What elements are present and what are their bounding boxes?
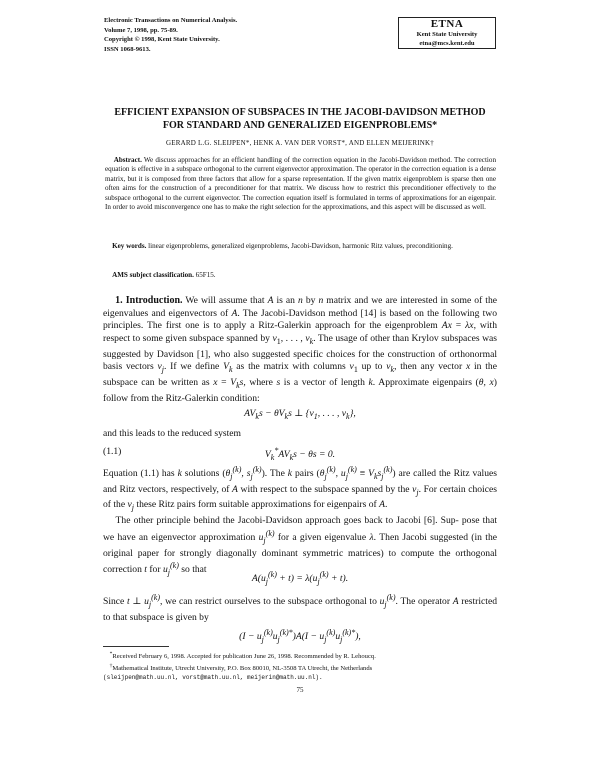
intro-start: We will assume that [185,295,265,306]
equation-1-1: $V_k^*AV_ks - \theta s = 0$. [264,446,336,463]
footnote-received: Received February 6, 1998. Accepted for publication June 26, 1998. Recommended by R. Lehoucq. [112,653,376,661]
journal-header [104,16,237,54]
keywords-label: Key words. [112,242,147,250]
intro-paragraph-1: 1. Introduction. We will assume that A is an n by n matrix and we are interested in some of the eigenvalues and eigenvectors of A. The Jacobi-Davidson method [14] is based on the following two principles. The first one is to apply a Ritz-Galerkin approach for the eigenproblem Ax = λx, with respect to some given subspace spanned by $v_1$, . . . , $v_k$. The usage of other than Krylov subspaces was suggested by Davidson [1], who also suggested specific choices for the construction of orthonormal basis vectors $v_j$. If we define $V_k$ as the matrix with columns $v_1$ up to $v_k$, then any vector x in the subspace can be written as $x = V_ks$, where s is a vector of length k. Approximate eigenpairs (θ, x) follow from the Ritz-Galerkin condition: [103,295,498,404]
abstract-label: Abstract. [113,156,142,164]
ams-text: 65F15. [195,271,216,279]
intro-paragraph-2: Equation (1.1) has k solutions ($\theta_j^{(k)}$, $s_j^{(k)}$). The k pairs ($\theta_j^{(k)}$, $u_j^{(k)} \equiv V_ks_j^{(k)}$) are called the Ritz values and Ritz vectors, respectively, of A with respect to the subspace spanned by the $v_j$. For certain choices of the $v_j$ these Ritz pairs form suitable approximations for eigenpairs of A. The other principle behind the Jacobi-Davidson approach goes back to Jacobi [6]. Sup- pose that we have an eigenvector approximation $u_j^{(k)}$ for a given eigenvalue λ. Then Jacobi suggested (in the original paper for strongly diagonally dominant symmetric matrices) to compute the orthogonal correction t for $u_j^{(k)}$ so that [103,465,498,578]
authors: GERARD L.G. SLEIJPEN*, HENK A. VAN DER VORST*, AND ELLEN MEIJERINK† [166,139,434,147]
footnote-affiliation: Mathematical Institute, Utrecht University, P.O. Box 80010, NL-3508 TA Utrecht, the Netherlands [112,664,373,672]
abstract [105,156,496,212]
abstract-text: We discuss approaches for an efficient handling of the correction equation in the Jacobi-Davidson method. The correction equation is effective in a subspace orthogonal to the current eigenvector approximation. The operator in the correction equation is a dense matrix, but it is composed from three factors that allow for a sparse representation. If the given matrix eigenproblem is sparse then one often aims for the construction of a preconditioner for that matrix. We discuss how to restrict this preconditioner effectively to the subspace orthogonal to the current eigenvector. The correction equation itself is formulated in terms of approximations for an eigenpair. In order to avoid misconvergence one has to make the right selection for the approximations, and this aspect will be discussed as well. [105,156,496,212]
journal-copyright: Copyright © 1998, Kent State University. [104,36,220,44]
title-line-2: FOR STANDARD AND GENERALIZED EIGENPROBLEMS* [162,119,438,131]
paper-title [100,107,500,132]
journal-issn: ISSN 1068-9613. [104,45,151,53]
etna-email: etna@mcs.kent.edu [419,40,475,47]
projected-operator-equation: $(I - u_j^{(k)}u_j^{(k)*})A(I - u_j^{(k)}u_j^{(k)*})$, [239,628,361,645]
page-number: 75 [296,686,304,694]
jacobi-equation: $A(u_j^{(k)} + t) = \lambda(u_j^{(k)} + t)$. [251,570,349,587]
title-line-1: EFFICIENT EXPANSION OF SUBSPACES IN THE JACOBI-DAVIDSON METHOD [114,107,486,118]
keywords [105,242,496,251]
etna-box [398,17,496,49]
intro-paragraph-3: Since t ⊥ $u_j^{(k)}$, we can restrict ourselves to the subspace orthogonal to $u_j^{(k)}$. The operator A restricted to that subspace is given by [103,593,497,623]
journal-name: Electronic Transactions on Numerical Analysis. [104,17,238,24]
ams-classification [105,271,496,280]
ritz-galerkin-equation: $AV_ks - \theta V_ks$ ⊥ {$v_1$, . . . , $v_k$}, [244,408,356,421]
footnote-emails: (sleijpen@math.uu.nl, vorst@math.uu.nl, meijerin@math.uu.nl). [103,673,323,681]
section-heading: 1. Introduction. [115,295,183,306]
etna-university: Kent State University [416,31,478,38]
ams-label: AMS subject classification. [112,271,194,279]
journal-volume: Volume 7, 1998, pp. 75-89. [104,26,178,34]
etna-acronym: ETNA [430,18,464,30]
reduced-system-text: and this leads to the reduced system [103,428,242,439]
footnotes: *Received February 6, 1998. Accepted for publication June 26, 1998. Recommended by R. Lehoucq. †Mathematical Institute, Utrecht University, P.O. Box 80010, NL-3508 TA Utrecht, the Netherlands (sleijpen@math.uu.nl, vorst@math.uu.nl, meijerin@math.uu.nl). [103,651,376,681]
footnote-rule [103,646,169,647]
keywords-text: linear eigenproblems, generalized eigenproblems, Jacobi-Davidson, harmonic Ritz values, preconditioning. [148,242,453,250]
equation-number: (1.1) [103,446,122,457]
